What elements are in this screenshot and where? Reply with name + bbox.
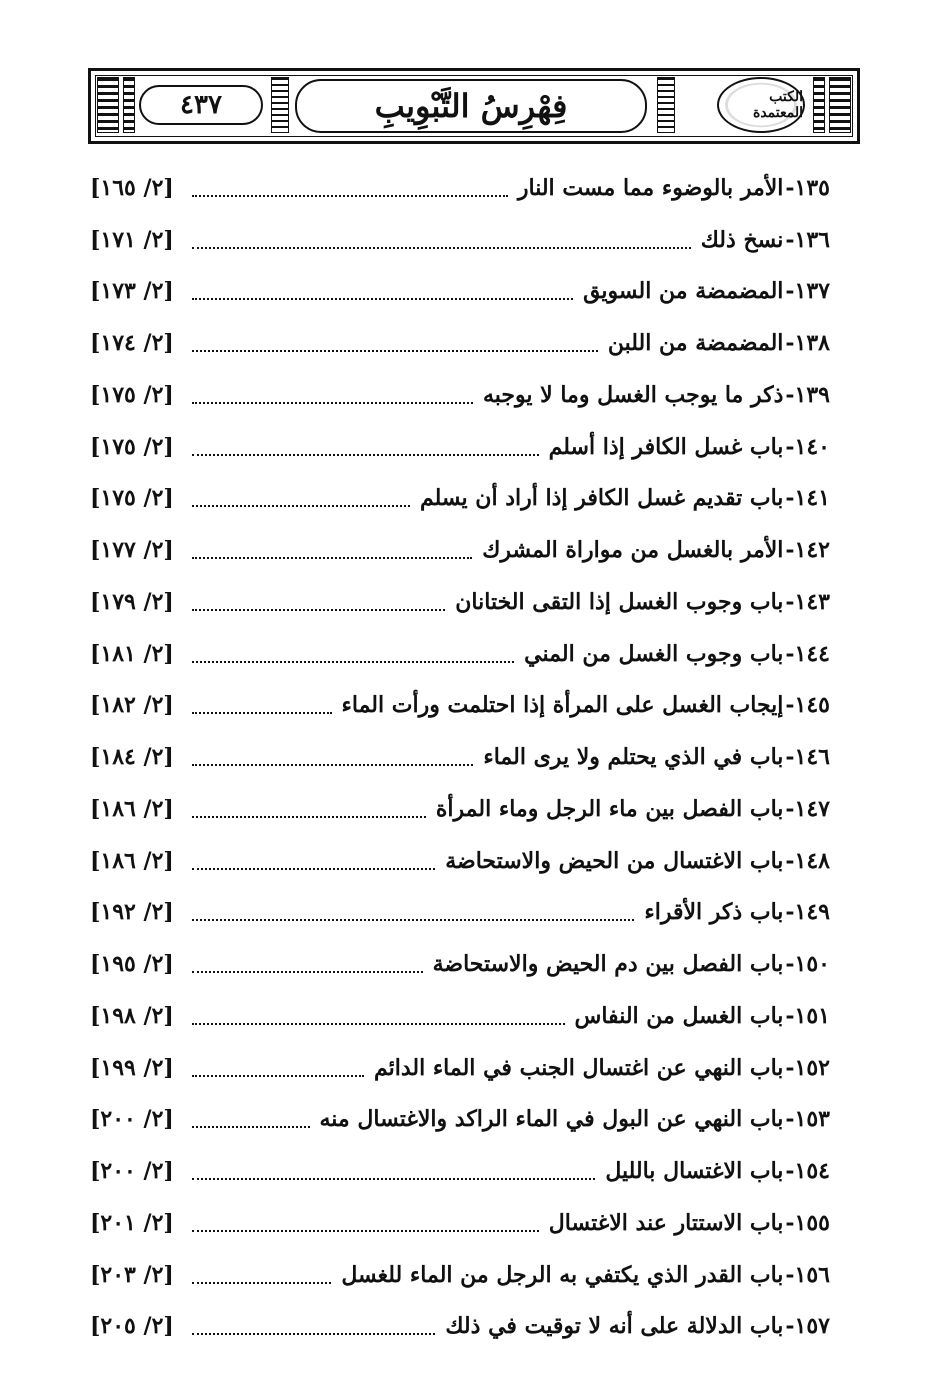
index-entry <box>90 628 830 680</box>
dot-leader <box>192 1333 435 1335</box>
entry-number: ١٤١- <box>785 485 830 512</box>
entry-number: ١٣٥- <box>785 174 830 201</box>
entry-number: ١٣٦- <box>785 226 830 253</box>
entry-number: ١٥٧- <box>785 1313 830 1340</box>
index-entry <box>90 1301 830 1353</box>
entry-title: باب القدر الذي يكتفي به الرجل من الماء للغسل <box>341 1261 784 1288</box>
dot-leader <box>192 919 634 921</box>
entry-reference: [٢/ ١٨٢] <box>90 692 174 719</box>
index-entry <box>90 576 830 628</box>
page-number: ٤٣٧ <box>139 85 263 125</box>
page-header <box>88 68 860 144</box>
index-entry <box>90 731 830 783</box>
entry-number: ١٤٨- <box>785 847 830 874</box>
entry-reference: [٢/ ١٧٥] <box>90 381 174 408</box>
entry-number: ١٥٠- <box>785 951 830 978</box>
entry-title: باب الاستتار عند الاغتسال <box>548 1209 784 1236</box>
entry-reference: [٢/ ١٨١] <box>90 640 174 667</box>
dot-leader <box>192 247 691 249</box>
entry-number: ١٤٧- <box>785 795 830 822</box>
header-ornament-left-inner <box>123 77 135 133</box>
entry-number: ١٥٤- <box>785 1158 830 1185</box>
index-entry <box>90 1249 830 1301</box>
entry-number: ١٤٥- <box>785 692 830 719</box>
publisher-logo-text: الكتب المعتمدة <box>752 89 803 121</box>
dot-leader <box>192 609 445 611</box>
index-entry <box>90 214 830 266</box>
entry-reference: [٢/ ١٩٩] <box>90 1054 174 1081</box>
entry-title: باب وجوب الغسل من المني <box>524 640 784 667</box>
publisher-logo <box>717 77 805 133</box>
entry-number: ١٤٣- <box>785 588 830 615</box>
entry-title: باب الاغتسال بالليل <box>605 1158 784 1185</box>
entry-number: ١٥٢- <box>785 1054 830 1081</box>
entry-reference: [٢/ ١٨٦] <box>90 847 174 874</box>
entry-title: باب النهي عن البول في الماء الراكد والاغتسال منه <box>319 1106 784 1133</box>
index-entry <box>90 473 830 525</box>
entry-reference: [٢/ ٢٠٣] <box>90 1261 174 1288</box>
index-entry <box>90 938 830 990</box>
index-entry <box>90 421 830 473</box>
index-entries <box>90 162 830 1352</box>
index-entry <box>90 1094 830 1146</box>
entry-title: إيجاب الغسل على المرأة إذا احتلمت ورأت الماء <box>341 692 784 719</box>
dot-leader <box>192 1075 364 1077</box>
dot-leader <box>192 557 472 559</box>
header-ornament-left <box>97 77 119 133</box>
index-entry <box>90 783 830 835</box>
index-entry <box>90 162 830 214</box>
entry-number: ١٤٩- <box>785 899 830 926</box>
entry-reference: [٢/ ١٩٨] <box>90 1002 174 1029</box>
entry-title: باب تقديم غسل الكافر إذا أراد أن يسلم <box>419 485 784 512</box>
dot-leader <box>192 712 332 714</box>
entry-number: ١٥٦- <box>785 1261 830 1288</box>
entry-title: المضمضة من السويق <box>583 278 784 305</box>
entry-number: ١٥٥- <box>785 1209 830 1236</box>
entry-title: باب غسل الكافر إذا أسلم <box>548 433 784 460</box>
entry-reference: [٢/ ١٧٩] <box>90 588 174 615</box>
entry-number: ١٣٨- <box>785 330 830 357</box>
dot-leader <box>192 971 423 973</box>
header-ornament-mid-left <box>271 77 289 133</box>
entry-number: ١٣٩- <box>785 381 830 408</box>
entry-title: باب في الذي يحتلم ولا يرى الماء <box>483 744 784 771</box>
entry-title: باب الفصل بين ماء الرجل وماء المرأة <box>435 795 784 822</box>
dot-leader <box>192 764 473 766</box>
entry-title: باب الاغتسال من الحيض والاستحاضة <box>445 847 784 874</box>
index-entry <box>90 680 830 732</box>
entry-number: ١٥١- <box>785 1002 830 1029</box>
entry-reference: [٢/ ١٧٥] <box>90 433 174 460</box>
entry-reference: [٢/ ١٧١] <box>90 226 174 253</box>
entry-number: ١٤٠- <box>785 433 830 460</box>
index-entry <box>90 887 830 939</box>
page-title: فِهْرِسُ التَّبْوِيبِ <box>295 79 647 133</box>
entry-reference: [٢/ ٢٠٠] <box>90 1106 174 1133</box>
entry-reference: [٢/ ١٧٧] <box>90 537 174 564</box>
dot-leader <box>192 298 573 300</box>
header-ornament-right <box>829 77 851 133</box>
dot-leader <box>192 1230 539 1232</box>
entry-reference: [٢/ ١٦٥] <box>90 174 174 201</box>
index-entry <box>90 524 830 576</box>
dot-leader <box>192 402 473 404</box>
dot-leader <box>192 1178 595 1180</box>
dot-leader <box>192 868 435 870</box>
entry-title: المضمضة من اللبن <box>607 330 784 357</box>
entry-reference: [٢/ ١٨٤] <box>90 744 174 771</box>
entry-reference: [٢/ ١٩٢] <box>90 899 174 926</box>
entry-reference: [٢/ ١٨٦] <box>90 795 174 822</box>
entry-title: الأمر بالغسل من مواراة المشرك <box>482 537 784 564</box>
entry-title: الأمر بالوضوء مما مست النار <box>517 174 784 201</box>
entry-reference: [٢/ ٢٠١] <box>90 1209 174 1236</box>
entry-number: ١٤٢- <box>785 537 830 564</box>
entry-title: باب وجوب الغسل إذا التقى الختانان <box>455 588 784 615</box>
dot-leader <box>192 505 410 507</box>
dot-leader <box>192 1023 565 1025</box>
index-entry <box>90 317 830 369</box>
header-ornament-mid-right <box>657 77 675 133</box>
entry-reference: [٢/ ١٧٥] <box>90 485 174 512</box>
dot-leader <box>192 1282 331 1284</box>
entry-title: باب ذكر الأقراء <box>644 899 784 926</box>
entry-title: باب الدلالة على أنه لا توقيت في ذلك <box>445 1313 784 1340</box>
entry-reference: [٢/ ١٧٣] <box>90 278 174 305</box>
entry-number: ١٣٧- <box>785 278 830 305</box>
dot-leader <box>192 661 514 663</box>
index-entry <box>90 369 830 421</box>
entry-title: باب النهي عن اغتسال الجنب في الماء الدائم <box>373 1054 784 1081</box>
dot-leader <box>192 1126 310 1128</box>
entry-reference: [٢/ ٢٠٥] <box>90 1313 174 1340</box>
index-entry <box>90 1042 830 1094</box>
entry-number: ١٤٦- <box>785 744 830 771</box>
index-entry <box>90 990 830 1042</box>
entry-reference: [٢/ ٢٠٠] <box>90 1158 174 1185</box>
header-ornament-right-inner <box>813 77 825 133</box>
entry-title: باب الفصل بين دم الحيض والاستحاضة <box>432 951 784 978</box>
entry-number: ١٥٣- <box>785 1106 830 1133</box>
dot-leader <box>192 816 426 818</box>
dot-leader <box>192 350 598 352</box>
index-entry <box>90 835 830 887</box>
entry-title: ذكر ما يوجب الغسل وما لا يوجبه <box>482 381 784 408</box>
index-entry <box>90 1145 830 1197</box>
entry-title: باب الغسل من النفاس <box>574 1002 784 1029</box>
index-entry <box>90 1197 830 1249</box>
entry-number: ١٤٤- <box>785 640 830 667</box>
entry-reference: [٢/ ١٧٤] <box>90 330 174 357</box>
entry-title: نسخ ذلك <box>700 226 784 253</box>
index-entry <box>90 266 830 318</box>
dot-leader <box>192 195 508 197</box>
dot-leader <box>192 454 539 456</box>
entry-reference: [٢/ ١٩٥] <box>90 951 174 978</box>
